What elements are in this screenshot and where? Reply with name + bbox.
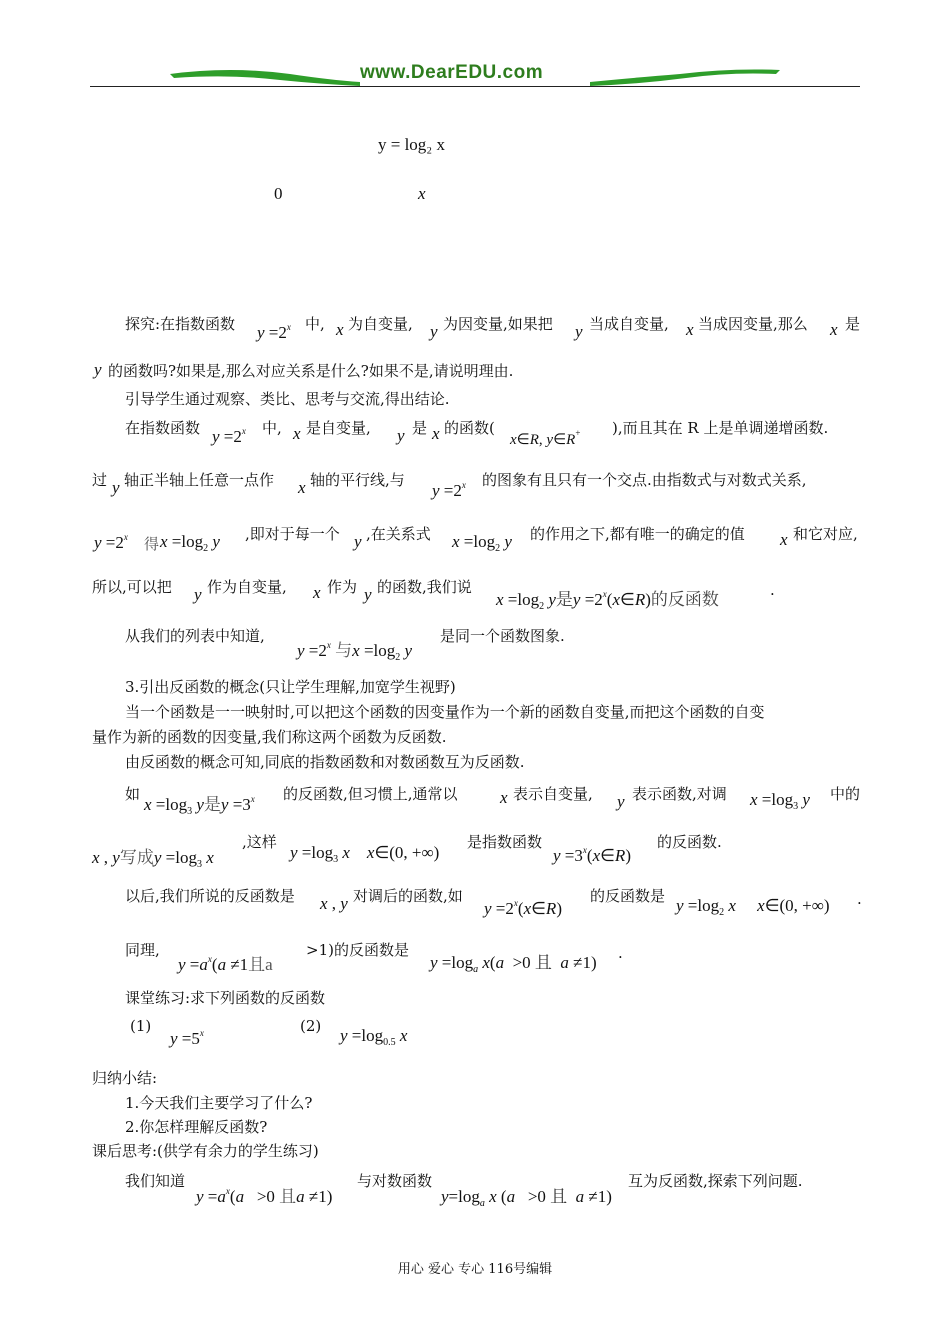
graph-origin-label: 0 <box>274 184 283 203</box>
graph-x-axis-label: x <box>418 184 426 203</box>
logo-swoosh-left <box>170 64 360 88</box>
formula-y-2x: $y =2^x$ <box>257 322 291 342</box>
header-rule <box>90 86 860 87</box>
section-3-title: 3.引出反函数的概念(只让学生理解,加宽学生视野) <box>125 678 456 696</box>
graph-function-label: y = log₂ x <box>378 135 445 154</box>
summary-title: 归纳小结: <box>92 1069 158 1087</box>
page-footer: 用心 爱心 专心 116号编辑 <box>397 1262 553 1277</box>
after-class-title: 课后思考:(供学有余力的学生练习) <box>92 1142 319 1160</box>
practice-title: 课堂练习:求下列函数的反函数 <box>125 989 326 1007</box>
logo-swoosh-right <box>590 64 780 88</box>
logo-text: www.DearEDU.com <box>360 62 544 83</box>
